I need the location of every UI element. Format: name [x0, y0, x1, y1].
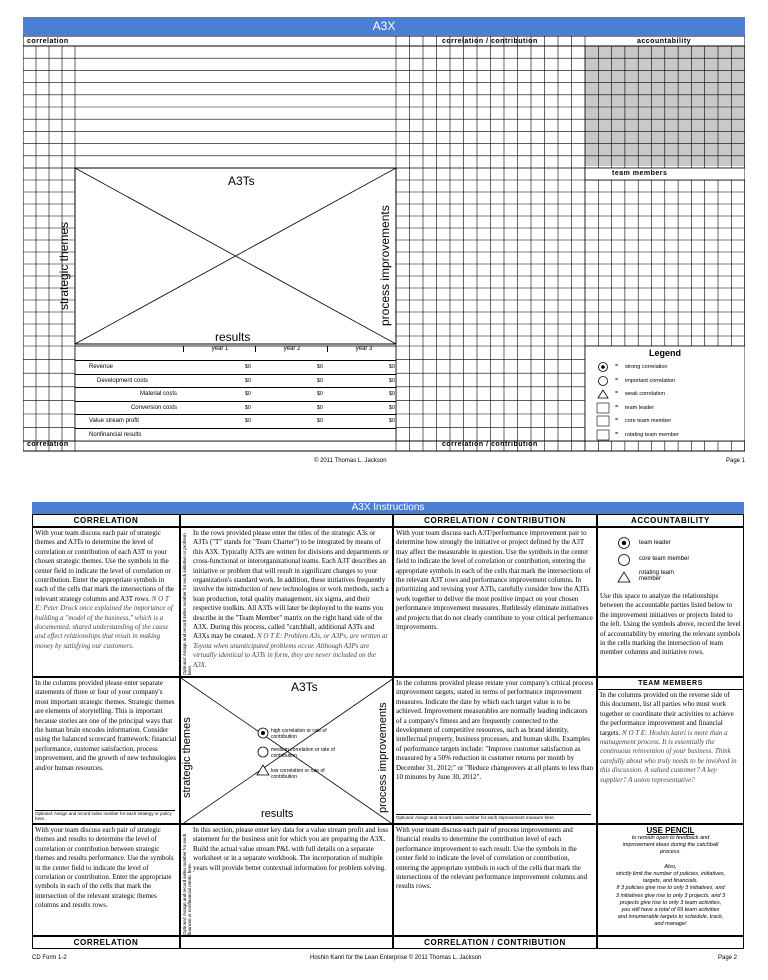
mid-legend-low: low correlation or rate of contribution — [271, 768, 325, 780]
legend-title: Legend — [648, 348, 681, 358]
legend-label: team leader — [625, 404, 655, 411]
legend-row — [585, 375, 745, 388]
legend-equals: = — [615, 417, 619, 423]
year-header-1: year 1 — [183, 346, 256, 352]
triangle-icon — [596, 388, 610, 400]
pencil-line: process. — [660, 849, 681, 856]
use-pencil-box — [597, 824, 744, 936]
results-cell[interactable]: $0 — [316, 391, 323, 398]
results-row-label: Nonfinancial results — [89, 432, 142, 438]
instr-r2c1-optional: Optional: Assign and record index number for each strategy or policy here. — [35, 810, 175, 821]
square-icon — [596, 429, 610, 441]
pencil-line: and manage! — [654, 921, 687, 928]
legend-equals: = — [615, 363, 619, 369]
results-row — [75, 387, 396, 401]
results-cell[interactable]: $0 — [244, 404, 251, 411]
header-correlation-contribution: CORRELATION / CONTRIBUTION — [393, 514, 597, 527]
acc-legend-0: team leader — [639, 540, 671, 546]
legend-label: important correlation — [625, 377, 676, 384]
correlation-contribution-header: correlation / contribution — [442, 38, 538, 45]
instr-a3t-performance — [393, 527, 597, 677]
header-correlation: CORRELATION — [32, 514, 180, 527]
instr-center-diagram — [180, 677, 393, 824]
legend-equals: = — [615, 390, 619, 396]
acc-legend-1: core team member — [639, 556, 690, 562]
results-cell[interactable]: $0 — [388, 404, 395, 411]
accountability-header: accountability — [637, 38, 692, 45]
results-row — [75, 414, 396, 428]
a3x-title: A3X — [372, 19, 396, 33]
legend-label: strong correlation — [625, 364, 668, 370]
instr-r3c2-vertical: Optional: Assign and record index number for each financial or nonfinancial metric here. — [182, 833, 192, 935]
header-team-members: TEAM MEMBERS — [598, 678, 743, 690]
instr-r1c2-vertical: Optional: Assign and record index number for each initiative or problem here. — [182, 533, 192, 675]
footer-blank — [180, 936, 393, 949]
page-number-2: Page 2 — [718, 955, 738, 961]
header-accountability: ACCOUNTABILITY — [597, 514, 744, 527]
mid-a3ts: A3Ts — [291, 680, 318, 694]
pencil-line: Also, — [664, 863, 677, 870]
footer-correlation-contribution: correlation / contribution — [442, 441, 538, 448]
footer-correlation-contribution-2: CORRELATION / CONTRIBUTION — [393, 936, 597, 949]
instr-correlation-a3t — [32, 527, 180, 677]
instructions-title: A3X Instructions — [351, 502, 425, 513]
results-cell[interactable]: $0 — [316, 418, 323, 425]
results-cell[interactable]: $0 — [388, 418, 395, 425]
instr-team-members — [597, 677, 744, 824]
square-icon — [596, 402, 610, 414]
results-label: results — [215, 330, 251, 344]
footer-correlation: correlation — [27, 441, 69, 448]
acc-text: Use this space to analyze the relationships between the accountable parties listed below to the improvement initiatives or projects listed to the left. Using the symbols above, record the level of accountability by entering the relevant symbols in the cells marking the intersection of team member columns and initiative rows. — [600, 592, 741, 657]
legend-row — [585, 361, 745, 374]
results-row-label: Development costs — [97, 377, 149, 384]
instr-r1c1: With your team discuss each pair of strategic themes and A3Ts to determine the level of correlation or contribution of each A3T to your chosen strategic themes. Use the symbols in the center field to indicate the level of correlation or contribution. Enter the appropriate symbols in each of the cells that mark the intersections of the relevant strategy columns and A3T rows. — [35, 529, 174, 603]
credit: Hoshin Kanri for the Lean Enterprise © 2011 Thomas L. Jackson — [310, 955, 482, 961]
acc-legend-2: rotating team member — [639, 570, 675, 582]
legend-label: weak correlation — [625, 391, 666, 397]
results-cell[interactable]: $0 — [244, 391, 251, 398]
instr-r1c2-note: N O T E: Problem A3s, or A3Ps, are written at Toyota when unanticipated problems occur. Although A3Ps are virtually identical to A3Ts in form, they are never included on the A3X. — [193, 632, 388, 669]
instructions-title-bar — [32, 502, 744, 514]
results-row-label: Conversion costs — [130, 404, 177, 411]
instr-r2c3: In the columns provided please restate your company's critical process improvement targets, stated in terms of performance improvement measures. Indicate the date by which each target value is to be achieved. Improvement measurables are normally leading indicators of a company's fitness and are frequently connected to the development of competitive resources, such as brand identity, intellectual property, business processes, and human skills. Examples of performance targets include: "Improve customer satisfaction as measured by a 50% reduction in customer returns per month by December 31, 2012;" or "Reduce changeovers at all plants to less than 10 minutes by June 30, 2012". — [396, 679, 594, 782]
results-cell[interactable]: $0 — [388, 377, 395, 384]
results-cell[interactable]: $0 — [244, 418, 251, 425]
results-cell[interactable]: $0 — [316, 377, 323, 384]
legend-label: rotating team member — [625, 431, 679, 438]
form-id: CD Form 1-2 — [32, 955, 67, 961]
instr-r1c3: With your team discuss each A3T/performance improvement pair to determine how strongly the initiative or project defined by the A3T may affect the measurable in question. Use the symbols in the center field to indicate the level of correlation or contribution, entering the appropriate symbols in each of the cells that mark the intersections of the relevant A3T rows and performance improvement columns. In prioritizing and revising your A3Ts, carefully consider how the A3Ts work together to deliver the most positive impact on your chosen performance improvement measures. Ruthlessly eliminate initiatives and projects that do not clearly contribute to your critical performance improvements. — [396, 529, 593, 632]
footer-blank-right — [597, 936, 744, 949]
pencil-line: projects give rise to only 3 team activities, — [619, 899, 722, 906]
mid-strategic-themes: strategic themes — [181, 717, 193, 798]
pencil-line: strictly limit the number of policies, initiatives, — [615, 871, 726, 878]
header-blank — [180, 514, 393, 527]
a3x-title-bar — [23, 17, 745, 36]
correlation-header-left: correlation — [27, 38, 69, 45]
results-cell[interactable]: $0 — [388, 391, 395, 398]
legend-row — [585, 388, 745, 401]
instr-r1c1-note: N O T E: Peter Druck once explained the importance of building a "model of the business," which is a documented, shared understanding of the cause and effect relationships that result in making money by satisfying our customers. — [35, 594, 173, 650]
pencil-line: If 3 policies give rise to only 3 initiatives, and — [616, 885, 725, 892]
legend-equals: = — [615, 430, 619, 437]
results-table — [75, 346, 396, 441]
year-header-2: year 2 — [255, 346, 328, 352]
team-members-label: team members — [612, 170, 668, 177]
pencil-line: targets, and financials. — [642, 878, 699, 885]
results-row-label: Material costs — [139, 391, 177, 398]
accountability-symbols — [616, 536, 636, 588]
pencil-line: and innumerable targets to schedule, track, — [617, 914, 724, 921]
results-row — [75, 401, 396, 415]
legend-row — [585, 429, 745, 442]
pencil-line: 3 initiatives give rise to only 3 projects, and 3 — [615, 892, 726, 899]
legend-equals: = — [615, 376, 619, 383]
results-row — [75, 360, 396, 374]
results-cell[interactable]: $0 — [244, 377, 251, 384]
instr-process-improvements — [393, 677, 597, 824]
pencil-line: to remain open to feedback and — [631, 835, 710, 841]
instr-accountability — [597, 527, 744, 677]
mid-process-improvements: process improvements — [377, 702, 389, 813]
copyright: © 2011 Thomas L. Jackson — [314, 458, 387, 464]
strategic-themes-label: strategic themes — [57, 221, 71, 310]
tm-note: N O T E: Hoshin kanri is more than a management process. It is essentially the continuous reinvention of your business. Think carefully about who truly needs to be involved in this discussion. A valued customer? A key supplier? A union representative? — [600, 728, 737, 784]
instr-r3c1: With your team discuss each pair of strategic themes and results to determine the level of correlation or contribution between strategic themes and results performance. Use the symbols in the center field to indicate the level of correlation or contribution. Enter the appropriate symbols in each of the cells that mark the intersection of the relevant strategic themes columns and results rows. — [35, 826, 174, 910]
circle-icon — [596, 375, 610, 387]
pencil-line: you will have a total of 69 team activities — [621, 907, 720, 914]
results-cell[interactable]: $0 — [388, 364, 395, 370]
legend-box — [585, 346, 745, 441]
results-row-label: Value stream profit — [89, 418, 139, 425]
mid-legend-medium: medium correlation or rate of contribution — [271, 747, 335, 759]
legend-equals: = — [615, 403, 619, 410]
legend-row — [585, 402, 745, 415]
square-icon — [596, 415, 610, 427]
instr-r2c1: In the columns provided please enter separate statements of three or four of your company's most important strategic themes. Strategic themes are elements of storytelling. This is important because stories are one of the principal ways that the human brain encodes information. Consider using the balanced scorecard framework: financial performance, customer satisfaction, process improvement, and the growth of new technologies and/or human resources. — [35, 679, 177, 772]
mid-legend-high: high correlation or rate of contribution — [271, 728, 327, 740]
mid-results: results — [261, 808, 294, 820]
footer-correlation-2: CORRELATION — [32, 936, 180, 949]
results-row — [75, 428, 396, 442]
pencil-line — [598, 857, 743, 864]
strong-correlation-icon — [596, 361, 610, 373]
instr-correlation-results — [32, 824, 180, 936]
legend-row — [585, 415, 745, 428]
results-cell[interactable]: $0 — [244, 364, 251, 370]
results-row-label: Revenue — [89, 364, 114, 370]
use-pencil-title: USE PENCIL — [646, 826, 695, 835]
results-cell[interactable]: $0 — [316, 364, 323, 370]
results-cell[interactable]: $0 — [316, 404, 323, 411]
instr-process-results — [393, 824, 597, 936]
pencil-line: improvement ideas during the catchball — [622, 842, 719, 849]
a3ts-label: A3Ts — [228, 174, 255, 188]
instr-r3c3: With your team discuss each pair of process improvements and financial results to determine the contribution level of each performance improvement to each result. Use the symbols in the center field to indicate the level of correlation or contribution, entering the appropriate symbols in each of the cells that mark the intersections of the relevant performance improvement columns and results rows. — [396, 826, 588, 891]
legend-label: core team member — [625, 418, 672, 424]
page-number-1: Page 1 — [726, 458, 746, 464]
year-header-3: year 3 — [327, 346, 400, 352]
instr-r3c2: In this section, please enter key data for a value stream profit and loss statement for the business unit for which you are preparing the A3X. Build the actual value stream P&L with full details on a separate worksheet or in a separate workbook. The incorporation of multiple years will provide better contextual information for problem solving. — [193, 826, 389, 872]
process-improvements-label: process improvements — [378, 205, 392, 326]
instr-pl — [180, 824, 393, 936]
tm-text: In the columns provided on the reverse side of this document, list all parties who must work together or coordinate their activities to achieve the performance improvement and financial targets. — [600, 691, 734, 737]
instr-r2c3-optional: Optional: Assign and record index number for each improvement measure here. — [396, 814, 591, 820]
instr-strategic-themes — [32, 677, 180, 824]
instr-r1c2: In the rows provided please enter the titles of the strategic A3s or A3Ts ("T" stands for "Team Charter") to be integrated by means of this A3X. Typically A3Ts are written for divisions and departments or cross-functional or interorganizational teams. Each A3T describes an initiative or problem that will result in significant changes to your organization's standard work. In addition, these initiatives frequently involve the introduction of new technologies or work methods, such a lean production, total quality management, six sigma, and their respective toolkits. All A3Ts will later be deployed to the teams you describe in the "Team Member" matrix on the right hand side of the A3X. During this process, called "catchball, additional A3Ts and A3Xs may be created. — [193, 529, 389, 641]
instr-a3ts — [180, 527, 393, 677]
results-row — [75, 374, 396, 388]
